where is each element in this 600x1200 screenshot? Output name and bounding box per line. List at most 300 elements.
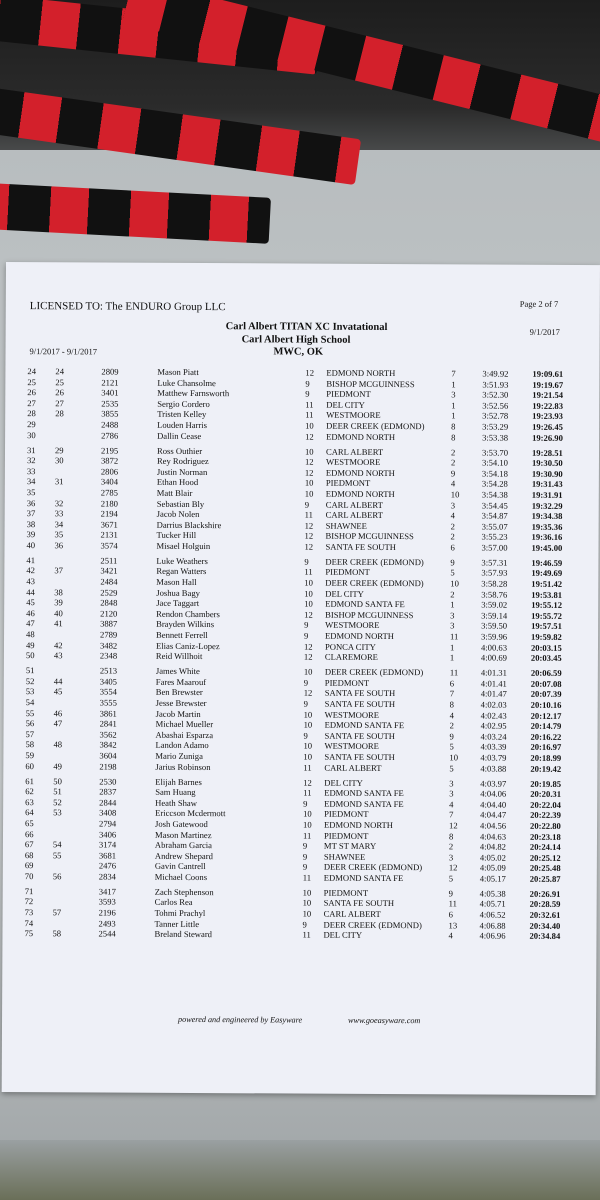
cell-team-pos: 12 xyxy=(448,862,458,873)
cell-team-pos: 4 xyxy=(449,799,454,810)
cell-bib: 3406 xyxy=(98,828,117,840)
cell-year: 12 xyxy=(305,367,315,378)
cell-bib: 3861 xyxy=(99,708,117,719)
cell-pace: 4:01.47 xyxy=(480,688,507,700)
cell-time: 19:21.54 xyxy=(532,389,564,401)
cell-place: 47 xyxy=(26,618,35,629)
cell-pace: 3:59.14 xyxy=(481,610,508,621)
cell-year: 9 xyxy=(304,630,309,641)
cell-bib: 2848 xyxy=(100,597,118,608)
cell-time: 20:25.87 xyxy=(529,873,561,884)
cell-team: PIEDMONT xyxy=(325,567,370,578)
cell-bib: 2535 xyxy=(101,398,119,409)
cell-name: Jesse Brewster xyxy=(155,697,207,709)
cell-pace: 4:04.56 xyxy=(480,820,507,831)
cell-team-place: 24 xyxy=(55,366,65,377)
cell-team-pos: 1 xyxy=(449,641,455,652)
cell-place: 56 xyxy=(25,718,35,729)
cell-time: 20:25.48 xyxy=(529,863,561,874)
cell-pace: 4:03.24 xyxy=(480,731,507,742)
cell-name: Fares Maarouf xyxy=(155,676,207,687)
cell-team-pos: 4 xyxy=(450,510,456,521)
cell-bib: 2131 xyxy=(100,529,118,540)
cell-name: Heath Shaw xyxy=(155,797,197,808)
cell-place: 60 xyxy=(25,760,34,771)
cell-bib: 3405 xyxy=(99,676,118,687)
cell-place: 51 xyxy=(25,665,35,676)
cell-place: 36 xyxy=(26,497,36,508)
cell-name: Luke Weathers xyxy=(156,555,208,566)
cell-team-place: 56 xyxy=(52,871,62,882)
cell-bib: 3872 xyxy=(100,455,119,466)
cell-bib: 2806 xyxy=(100,466,119,477)
cell-year: 10 xyxy=(304,488,314,499)
cell-team-place: 52 xyxy=(53,796,62,808)
cell-name: Jace Taggart xyxy=(156,598,200,609)
cell-team: PIEDMONT xyxy=(323,887,369,898)
cell-year: 9 xyxy=(302,851,308,862)
cell-team-pos: 5 xyxy=(450,567,455,578)
cell-name: Gavin Cantrell xyxy=(154,861,206,872)
cell-team: PIEDMONT xyxy=(324,808,369,820)
cell-name: Breland Steward xyxy=(154,929,213,940)
cell-bib: 2180 xyxy=(100,498,118,509)
cell-bib: 3671 xyxy=(100,519,118,530)
cell-place: 33 xyxy=(26,465,36,476)
cell-team: EDMOND SANTA FE xyxy=(324,787,404,799)
cell-bib: 3842 xyxy=(99,739,117,750)
cell-place: 34 xyxy=(26,476,36,487)
cell-place: 31 xyxy=(26,444,36,455)
cell-team: EDMOND NORTH xyxy=(325,630,395,642)
cell-bib: 2120 xyxy=(100,608,118,619)
cell-name: Tristen Kelley xyxy=(157,409,207,420)
cell-place: 25 xyxy=(27,376,36,387)
cell-place: 59 xyxy=(25,750,35,761)
cell-team: CARL ALBERT xyxy=(325,446,384,457)
cell-year: 10 xyxy=(302,908,312,919)
cell-year: 11 xyxy=(302,830,312,841)
cell-team-place: 54 xyxy=(52,839,62,850)
cell-team-place: 57 xyxy=(52,907,62,918)
cell-time: 20:18.99 xyxy=(530,752,562,763)
cell-team-pos: 7 xyxy=(449,809,454,820)
cell-bib: 2484 xyxy=(100,576,118,587)
cell-place: 42 xyxy=(26,565,36,576)
cell-team: CARL ALBERT xyxy=(324,762,382,773)
cell-team: BISHOP MCGUINNESS xyxy=(325,530,414,542)
cell-pace: 4:05.09 xyxy=(479,862,506,873)
cell-team: PONCA CITY xyxy=(324,641,376,652)
cell-bib: 2513 xyxy=(99,665,118,676)
cell-team-pos: 3 xyxy=(450,620,455,631)
cell-year: 10 xyxy=(304,577,313,588)
cell-year: 9 xyxy=(305,378,310,389)
cell-name: Tohmi Prachyl xyxy=(154,907,206,919)
cell-bib: 2198 xyxy=(99,761,117,772)
cell-pace: 3:58.28 xyxy=(481,578,508,589)
cell-time: 20:14.79 xyxy=(530,720,562,732)
cell-team: MT ST MARY xyxy=(323,840,377,852)
cell-time: 20:12.17 xyxy=(530,710,562,721)
cell-year: 11 xyxy=(303,762,312,773)
cell-time: 19:59.82 xyxy=(531,631,562,642)
cell-pace: 4:06.96 xyxy=(479,930,506,941)
cell-year: 10 xyxy=(303,751,313,762)
cell-time: 19:45.00 xyxy=(531,542,563,553)
cell-team-place: 31 xyxy=(54,476,64,487)
cell-pace: 3:55.23 xyxy=(481,531,508,542)
cell-team-pos: 5 xyxy=(449,762,454,773)
cell-place: 24 xyxy=(27,366,37,377)
cell-team-place: 39 xyxy=(54,597,63,608)
cell-team: CARL ALBERT xyxy=(325,509,383,521)
cell-place: 38 xyxy=(26,518,36,529)
cell-team-pos: 9 xyxy=(450,557,455,568)
cell-name: Michael Mueller xyxy=(155,718,214,730)
cell-team: PIEDMONT xyxy=(324,677,370,688)
cell-pace: 4:04.06 xyxy=(480,788,507,799)
cell-place: 45 xyxy=(26,597,35,608)
cell-team-place: 55 xyxy=(52,849,62,860)
host-school: Carl Albert High School xyxy=(241,334,351,346)
cell-year: 9 xyxy=(304,499,310,510)
cell-team: SANTA FE SOUTH xyxy=(324,698,396,710)
cell-pace: 3:59.50 xyxy=(481,620,508,632)
cell-pace: 4:03.39 xyxy=(480,741,507,752)
cell-team-place: 40 xyxy=(54,608,63,619)
cell-time: 20:34.40 xyxy=(529,920,561,931)
cell-place: 29 xyxy=(27,419,36,430)
cell-team-place: 43 xyxy=(53,650,63,661)
cell-year: 11 xyxy=(302,929,311,940)
cell-pace: 3:52.78 xyxy=(482,410,509,422)
cell-team-place: 37 xyxy=(54,565,64,576)
cell-time: 20:06.59 xyxy=(530,667,562,679)
cell-bib: 3554 xyxy=(99,686,117,697)
cell-name: Sergio Cordero xyxy=(157,398,210,409)
cell-pace: 4:04.40 xyxy=(480,799,507,810)
table-row xyxy=(25,871,585,885)
cell-name: Ethan Hood xyxy=(156,477,199,488)
cell-pace: 3:49.92 xyxy=(482,368,509,379)
cell-pace: 3:59.96 xyxy=(481,631,508,642)
cell-team: BISHOP MCGUINNESS xyxy=(326,378,415,389)
cell-pace: 3:54.28 xyxy=(481,478,508,489)
cell-team-place: 45 xyxy=(53,686,63,697)
cell-team: SANTA FE SOUTH xyxy=(323,898,395,909)
cell-year: 11 xyxy=(305,409,314,420)
cell-team-pos: 3 xyxy=(448,852,454,863)
header-date: 9/1/2017 xyxy=(529,326,560,337)
cell-year: 12 xyxy=(303,687,313,699)
cell-pace: 3:52.30 xyxy=(482,389,509,400)
cell-team-place: 58 xyxy=(52,928,62,939)
cell-name: Brayden Wilkins xyxy=(156,619,215,630)
cell-team-pos: 2 xyxy=(448,841,454,852)
cell-year: 12 xyxy=(304,609,313,620)
cell-year: 10 xyxy=(304,477,314,488)
cell-name: Sam Huang xyxy=(155,786,196,798)
cell-name: Louden Harris xyxy=(157,419,208,431)
cell-place: 30 xyxy=(27,429,36,440)
cell-year: 10 xyxy=(304,598,313,609)
cell-place: 26 xyxy=(27,387,36,398)
cell-pace: 3:58.76 xyxy=(481,589,508,600)
cell-team-pos: 2 xyxy=(449,720,454,731)
cell-pace: 4:02.43 xyxy=(480,710,507,721)
cell-place: 32 xyxy=(26,455,36,466)
cell-team: SHAWNEE xyxy=(325,520,367,531)
cell-team-pos: 6 xyxy=(449,678,455,689)
cell-team-place: 51 xyxy=(53,786,62,797)
cell-year: 10 xyxy=(305,420,314,431)
cell-team-pos: 3 xyxy=(450,610,455,621)
cell-time: 20:03.45 xyxy=(530,652,562,664)
cell-place: 53 xyxy=(25,686,35,697)
cell-pace: 4:04.82 xyxy=(479,841,507,852)
cell-team-pos: 6 xyxy=(450,542,455,553)
cell-pace: 4:00.69 xyxy=(480,652,507,663)
cell-place: 28 xyxy=(27,408,36,419)
cell-time: 20:20.31 xyxy=(530,788,562,800)
cell-time: 20:24.14 xyxy=(529,841,561,853)
cell-pace: 3:53.29 xyxy=(482,421,509,432)
cell-year: 9 xyxy=(302,861,308,872)
cell-team: EDMOND NORTH xyxy=(326,431,396,442)
cell-place: 57 xyxy=(25,728,35,739)
cell-name: Tucker Hill xyxy=(156,530,197,541)
cell-pace: 3:55.07 xyxy=(481,521,508,532)
cell-name: Jacob Martin xyxy=(155,708,201,719)
cell-team: WESTMOORE xyxy=(325,456,381,468)
cell-bib: 2476 xyxy=(98,860,117,871)
cell-name: Sebastian Bly xyxy=(156,498,205,509)
cell-team-place: 36 xyxy=(54,540,64,551)
cell-pace: 4:04.47 xyxy=(480,809,507,820)
cell-name: Matthew Farnsworth xyxy=(157,387,230,399)
cell-team-pos: 5 xyxy=(449,741,454,752)
cell-team: EDMOND SANTA FE xyxy=(325,598,405,610)
cell-team-pos: 4 xyxy=(450,478,456,489)
website: www.goeasyware.com xyxy=(348,1015,421,1026)
cell-time: 20:19.85 xyxy=(530,778,562,789)
cell-team: PIEDMONT xyxy=(325,478,371,489)
cell-team-pos: 7 xyxy=(451,368,456,379)
cell-pace: 4:01.41 xyxy=(480,678,507,689)
cell-team-pos: 2 xyxy=(450,457,456,468)
cell-year: 9 xyxy=(303,730,308,741)
cell-team-place: 28 xyxy=(55,408,64,419)
cell-year: 12 xyxy=(304,456,314,467)
cell-time: 19:22.83 xyxy=(532,400,564,411)
cell-team-pos: 4 xyxy=(448,930,453,941)
cell-time: 19:26.45 xyxy=(532,421,563,432)
cell-name: Dallin Cease xyxy=(157,430,202,441)
cell-bib: 2195 xyxy=(100,445,119,456)
cell-place: 72 xyxy=(24,896,34,907)
cell-name: Elijah Barnes xyxy=(155,776,202,787)
cell-team-pos: 8 xyxy=(449,699,455,710)
cell-team-pos: 8 xyxy=(451,431,456,442)
cell-team-pos: 4 xyxy=(449,709,454,720)
cell-bib: 2529 xyxy=(100,587,118,598)
cell-bib: 3593 xyxy=(98,896,116,908)
cell-team-pos: 9 xyxy=(450,468,456,479)
cell-time: 19:49.69 xyxy=(531,568,563,579)
powered-by: powered and engineered by Easyware xyxy=(178,1014,303,1025)
cell-name: Abashai Esparza xyxy=(155,729,214,740)
cell-time: 19:57.51 xyxy=(531,621,562,632)
cell-time: 19:51.42 xyxy=(531,578,563,589)
cell-year: 9 xyxy=(305,388,310,399)
cell-year: 12 xyxy=(304,541,314,552)
cell-year: 12 xyxy=(304,530,314,541)
cell-time: 20:32.61 xyxy=(529,909,561,920)
cell-bib: 2809 xyxy=(101,366,119,377)
cell-place: 66 xyxy=(24,828,34,839)
cell-time: 19:34.38 xyxy=(531,510,563,522)
cell-team-place: 30 xyxy=(54,455,64,466)
cell-bib: 3555 xyxy=(99,697,117,708)
cell-time: 20:25.12 xyxy=(529,852,561,863)
cell-team-pos: 3 xyxy=(450,499,456,510)
cell-team-place: 49 xyxy=(53,760,62,771)
cell-team-pos: 2 xyxy=(450,521,455,532)
cell-pace: 4:03.88 xyxy=(480,763,507,774)
cell-team-pos: 2 xyxy=(450,588,455,600)
table-row xyxy=(26,540,586,554)
cell-year: 12 xyxy=(303,777,312,788)
cell-place: 58 xyxy=(25,739,35,750)
cell-pace: 3:54.10 xyxy=(481,457,509,468)
cell-team-pos: 2 xyxy=(450,446,456,457)
cell-team-place: 44 xyxy=(53,676,63,687)
cell-time: 19:55.12 xyxy=(531,600,563,611)
cell-time: 20:03.15 xyxy=(530,642,562,653)
cell-place: 43 xyxy=(26,576,35,587)
cell-year: 9 xyxy=(302,840,308,851)
cell-team-place: 29 xyxy=(54,444,64,455)
cell-bib: 2348 xyxy=(99,650,118,661)
cell-team: DEER CREEK (EDMOND) xyxy=(324,666,424,678)
cell-bib: 2511 xyxy=(100,555,118,566)
cell-team-pos: 12 xyxy=(449,820,458,831)
cell-team-place: 38 xyxy=(54,586,63,597)
cell-team: DEER CREEK (EDMOND) xyxy=(325,577,424,589)
cell-team-pos: 3 xyxy=(449,777,454,788)
cell-team: EDMOND NORTH xyxy=(325,467,395,478)
cell-year: 12 xyxy=(304,467,314,478)
cell-bib: 3421 xyxy=(100,565,118,577)
cell-pace: 4:04.63 xyxy=(479,830,507,842)
cell-year: 11 xyxy=(302,872,312,883)
cell-time: 20:19.42 xyxy=(530,763,562,774)
cell-team-place: 53 xyxy=(53,807,62,818)
cell-place: 52 xyxy=(25,675,35,686)
cell-place: 48 xyxy=(26,629,35,640)
cell-place: 67 xyxy=(24,839,34,850)
cell-bib: 3404 xyxy=(100,476,119,487)
cell-team: EDMOND NORTH xyxy=(326,367,396,379)
cell-team-pos: 9 xyxy=(448,888,454,899)
cell-name: Landon Adamo xyxy=(155,740,209,751)
cell-place: 27 xyxy=(27,397,36,408)
cell-team: DEER CREEK (EDMOND) xyxy=(326,420,425,432)
cell-team: SANTA FE SOUTH xyxy=(324,730,396,741)
cell-time: 20:22.04 xyxy=(530,799,561,810)
cell-place: 50 xyxy=(25,650,35,661)
cell-year: 12 xyxy=(304,520,314,531)
date-range: 9/1/2017 - 9/1/2017 xyxy=(29,346,98,357)
cell-pace: 4:02.95 xyxy=(480,720,507,731)
cell-pace: 4:06.88 xyxy=(479,920,506,931)
cell-time: 19:30.50 xyxy=(531,457,563,469)
cell-year: 10 xyxy=(302,887,312,898)
cell-team-place: 27 xyxy=(55,398,64,409)
cell-name: Ross Outhier xyxy=(156,445,203,456)
cell-time: 20:16.22 xyxy=(530,731,562,742)
cell-team-pos: 13 xyxy=(448,919,458,931)
cell-place: 40 xyxy=(26,540,36,551)
cell-team: EDMOND SANTA FE xyxy=(324,798,404,809)
cell-team-pos: 6 xyxy=(448,909,453,920)
cell-place: 64 xyxy=(25,807,34,818)
cell-team-place: 32 xyxy=(54,497,64,508)
cell-place: 75 xyxy=(24,928,34,939)
cell-bib: 3482 xyxy=(99,640,118,651)
cell-time: 19:31.91 xyxy=(531,489,563,500)
cell-time: 20:07.39 xyxy=(530,689,562,700)
cell-name: Zach Stephenson xyxy=(154,886,214,897)
cell-place: 71 xyxy=(24,885,34,897)
cell-pace: 4:03.79 xyxy=(480,752,507,763)
cell-name: Joshua Bagy xyxy=(156,587,200,598)
cell-name: Ericcson Mcdermott xyxy=(155,808,226,819)
grass-background xyxy=(0,1140,600,1200)
cell-year: 12 xyxy=(303,651,313,662)
cell-time: 20:22.80 xyxy=(530,820,561,831)
cell-time: 19:19.67 xyxy=(532,379,564,390)
cell-year: 12 xyxy=(303,641,313,652)
cell-time: 19:09.61 xyxy=(532,368,564,379)
cell-time: 19:36.16 xyxy=(531,532,563,543)
cell-pace: 4:05.02 xyxy=(479,852,506,863)
cell-time: 19:30.90 xyxy=(531,468,563,479)
cell-place: 70 xyxy=(24,870,34,882)
cell-bib: 2196 xyxy=(98,907,116,918)
cell-year: 9 xyxy=(304,620,309,631)
license-text: LICENSED TO: The ENDURO Group LLC xyxy=(29,300,226,314)
cell-pace: 3:54.45 xyxy=(481,500,508,511)
cell-name: James White xyxy=(155,665,200,677)
cell-team: DEL CITY xyxy=(324,777,363,788)
cell-name: Carlos Rea xyxy=(154,897,193,908)
cell-pace: 4:06.52 xyxy=(479,909,506,920)
cell-name: Rey Rodriguez xyxy=(156,455,209,467)
cell-place: 35 xyxy=(26,487,36,498)
cell-time: 20:07.08 xyxy=(530,678,562,689)
cell-bib: 2837 xyxy=(99,786,117,797)
cell-bib: 3574 xyxy=(100,540,118,551)
table-row xyxy=(26,650,586,664)
cell-time: 20:10.16 xyxy=(530,699,562,710)
cell-time: 19:26.90 xyxy=(532,432,563,443)
cell-year: 9 xyxy=(303,677,309,688)
cell-time: 20:16.97 xyxy=(530,742,562,753)
cell-place: 54 xyxy=(25,697,35,708)
cell-team-pos: 11 xyxy=(449,667,459,678)
